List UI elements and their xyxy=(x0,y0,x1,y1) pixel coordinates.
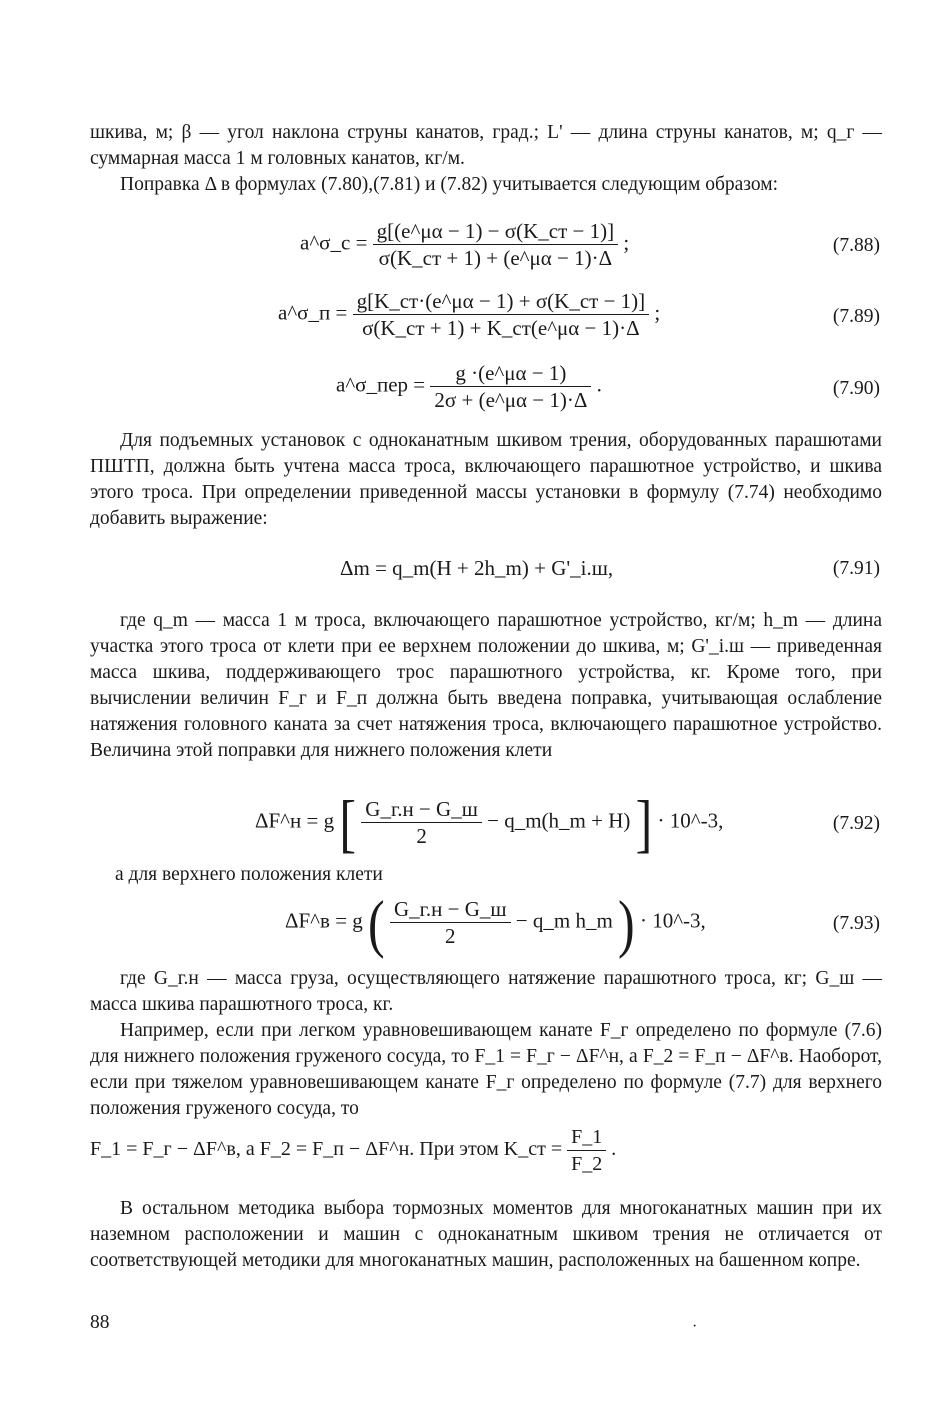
eq-lhs: ΔF^в = g xyxy=(285,908,363,933)
numerator: G_г.н − G_ш xyxy=(390,896,511,923)
paragraph-top: шкива, м; β — угол наклона струны канатов, град.; L' — длина струны канатов, м; q_г — суммарная масса 1 м головных канатов, кг/м. xyxy=(90,122,882,169)
paragraph-gde2: где G_г.н — масса груза, осуществляющего натяжение парашютного троса, кг; G_ш — масса шкива парашютного троса, кг. xyxy=(90,968,882,1015)
right-paren: ) xyxy=(618,886,635,959)
numerator: F_1 xyxy=(567,1124,606,1151)
eq-lhs: a^σ_пер = xyxy=(336,372,426,397)
paragraph-verh: а для верхнего положения клети xyxy=(115,864,383,885)
eq-tail: ; xyxy=(623,230,630,255)
fraction xyxy=(373,218,618,271)
numerator: g ·(e^μα − 1) xyxy=(430,360,591,387)
eq-tail: · 10^-3, xyxy=(639,908,706,933)
equation-7-92 xyxy=(255,786,724,859)
fraction xyxy=(567,1124,606,1177)
equation-7-91: Δm = q_m(H + 2h_m) + G'_i.ш, xyxy=(340,556,614,580)
eq-lhs: ΔF^н = g xyxy=(255,808,335,833)
equation-number: (7.93) xyxy=(832,913,880,934)
fraction xyxy=(353,288,650,341)
paragraph-naprimer: Например, если при легком уравновешивающем канате F_г определено по формуле (7.6) для нижнего положения груженого сосуда, то F_1 = F_г − ΔF^н, а F_2 = F_п − ΔF^в. Наоборот, если при тяжелом уравновешивающем канате F_г определено по формуле (7.7) для верхнего положения груженого сосуда, то xyxy=(90,1020,882,1119)
numerator: g[(e^μα − 1) − σ(K_ст − 1)] xyxy=(373,218,618,245)
equation-number: (7.92) xyxy=(832,813,880,834)
page-number: 88 xyxy=(90,1312,110,1333)
equation-kst xyxy=(90,1124,616,1177)
eq-tail: . xyxy=(596,372,602,397)
eq-rest: − q_m(h_m + H) xyxy=(487,808,631,833)
denominator: σ(K_ст + 1) + (e^μα − 1)·Δ xyxy=(378,246,613,270)
equation-number: (7.89) xyxy=(832,306,880,327)
fraction xyxy=(390,896,511,949)
eq-rest: − q_m h_m xyxy=(515,908,613,933)
equation-number: (7.90) xyxy=(832,378,880,399)
denominator: 2 xyxy=(444,924,456,948)
denominator: σ(K_ст + 1) + K_ст(e^μα − 1)·Δ xyxy=(362,316,640,340)
paragraph-ostalnom: В остальном методика выбора тормозных моментов для многоканатных машин при их наземном расположении и машин с одноканатным шкивом трения не отличается от соответствующей методики для многоканатных машин, расположенных на башенном копре. xyxy=(90,1198,882,1271)
denominator: 2σ + (e^μα − 1)·Δ xyxy=(434,388,588,412)
numerator: G_г.н − G_ш xyxy=(361,796,482,823)
equation-number: (7.88) xyxy=(832,235,880,256)
eq-tail: . xyxy=(611,1138,617,1161)
equation-7-90 xyxy=(336,360,602,413)
paragraph-popravka: Поправка Δ в формулах (7.80),(7.81) и (7.82) учитывается следующим образом: xyxy=(120,174,778,195)
paragraph-gde: где q_m — масса 1 м троса, включающего парашютное устройство, кг/м; h_m — длина участка этого троса от клети при ее верхнем положении до шкива, м; G'_i.ш — приведенная масса шкива, поддерживающего трос парашютного устройства, кг. Кроме того, при вычислении величин F_г и F_п должна быть введена поправка, учитывающая ослабление натяжения головного каната за счет натяжения троса, включающего парашютное устройство. Величина этой поправки для нижнего положения клети xyxy=(90,610,882,761)
equation-number: (7.91) xyxy=(832,558,880,579)
eq-lhs: a^σ_c = xyxy=(300,230,368,255)
denominator: 2 xyxy=(416,824,427,848)
fraction xyxy=(430,360,591,413)
denominator: F_2 xyxy=(571,1153,603,1175)
eq-text: F_1 = F_г − ΔF^в, а F_2 = F_п − ΔF^н. При этом K_ст = xyxy=(90,1138,563,1161)
eq-tail: ; xyxy=(654,300,661,325)
equation-7-89 xyxy=(278,288,660,341)
equation-7-93 xyxy=(285,886,706,959)
left-bracket: [ xyxy=(339,786,357,859)
numerator: g[K_ст·(e^μα − 1) + σ(K_ст − 1)] xyxy=(353,288,650,315)
speck-mark: · xyxy=(692,1318,698,1335)
eq-lhs: a^σ_п = xyxy=(278,300,348,325)
eq-tail: · 10^-3, xyxy=(657,808,724,833)
right-bracket: ] xyxy=(635,786,653,859)
fraction xyxy=(361,796,482,849)
left-paren: ( xyxy=(368,886,385,959)
paragraph-pshtp: Для подъемных установок с одноканатным шкивом трения, оборудованных парашютами ПШТП, должна быть учтена масса троса, включающего парашютное устройство, и шкива этого троса. При определении приведенной массы установки в формулу (7.74) необходимо добавить выражение: xyxy=(90,430,882,529)
equation-7-88 xyxy=(300,218,629,271)
